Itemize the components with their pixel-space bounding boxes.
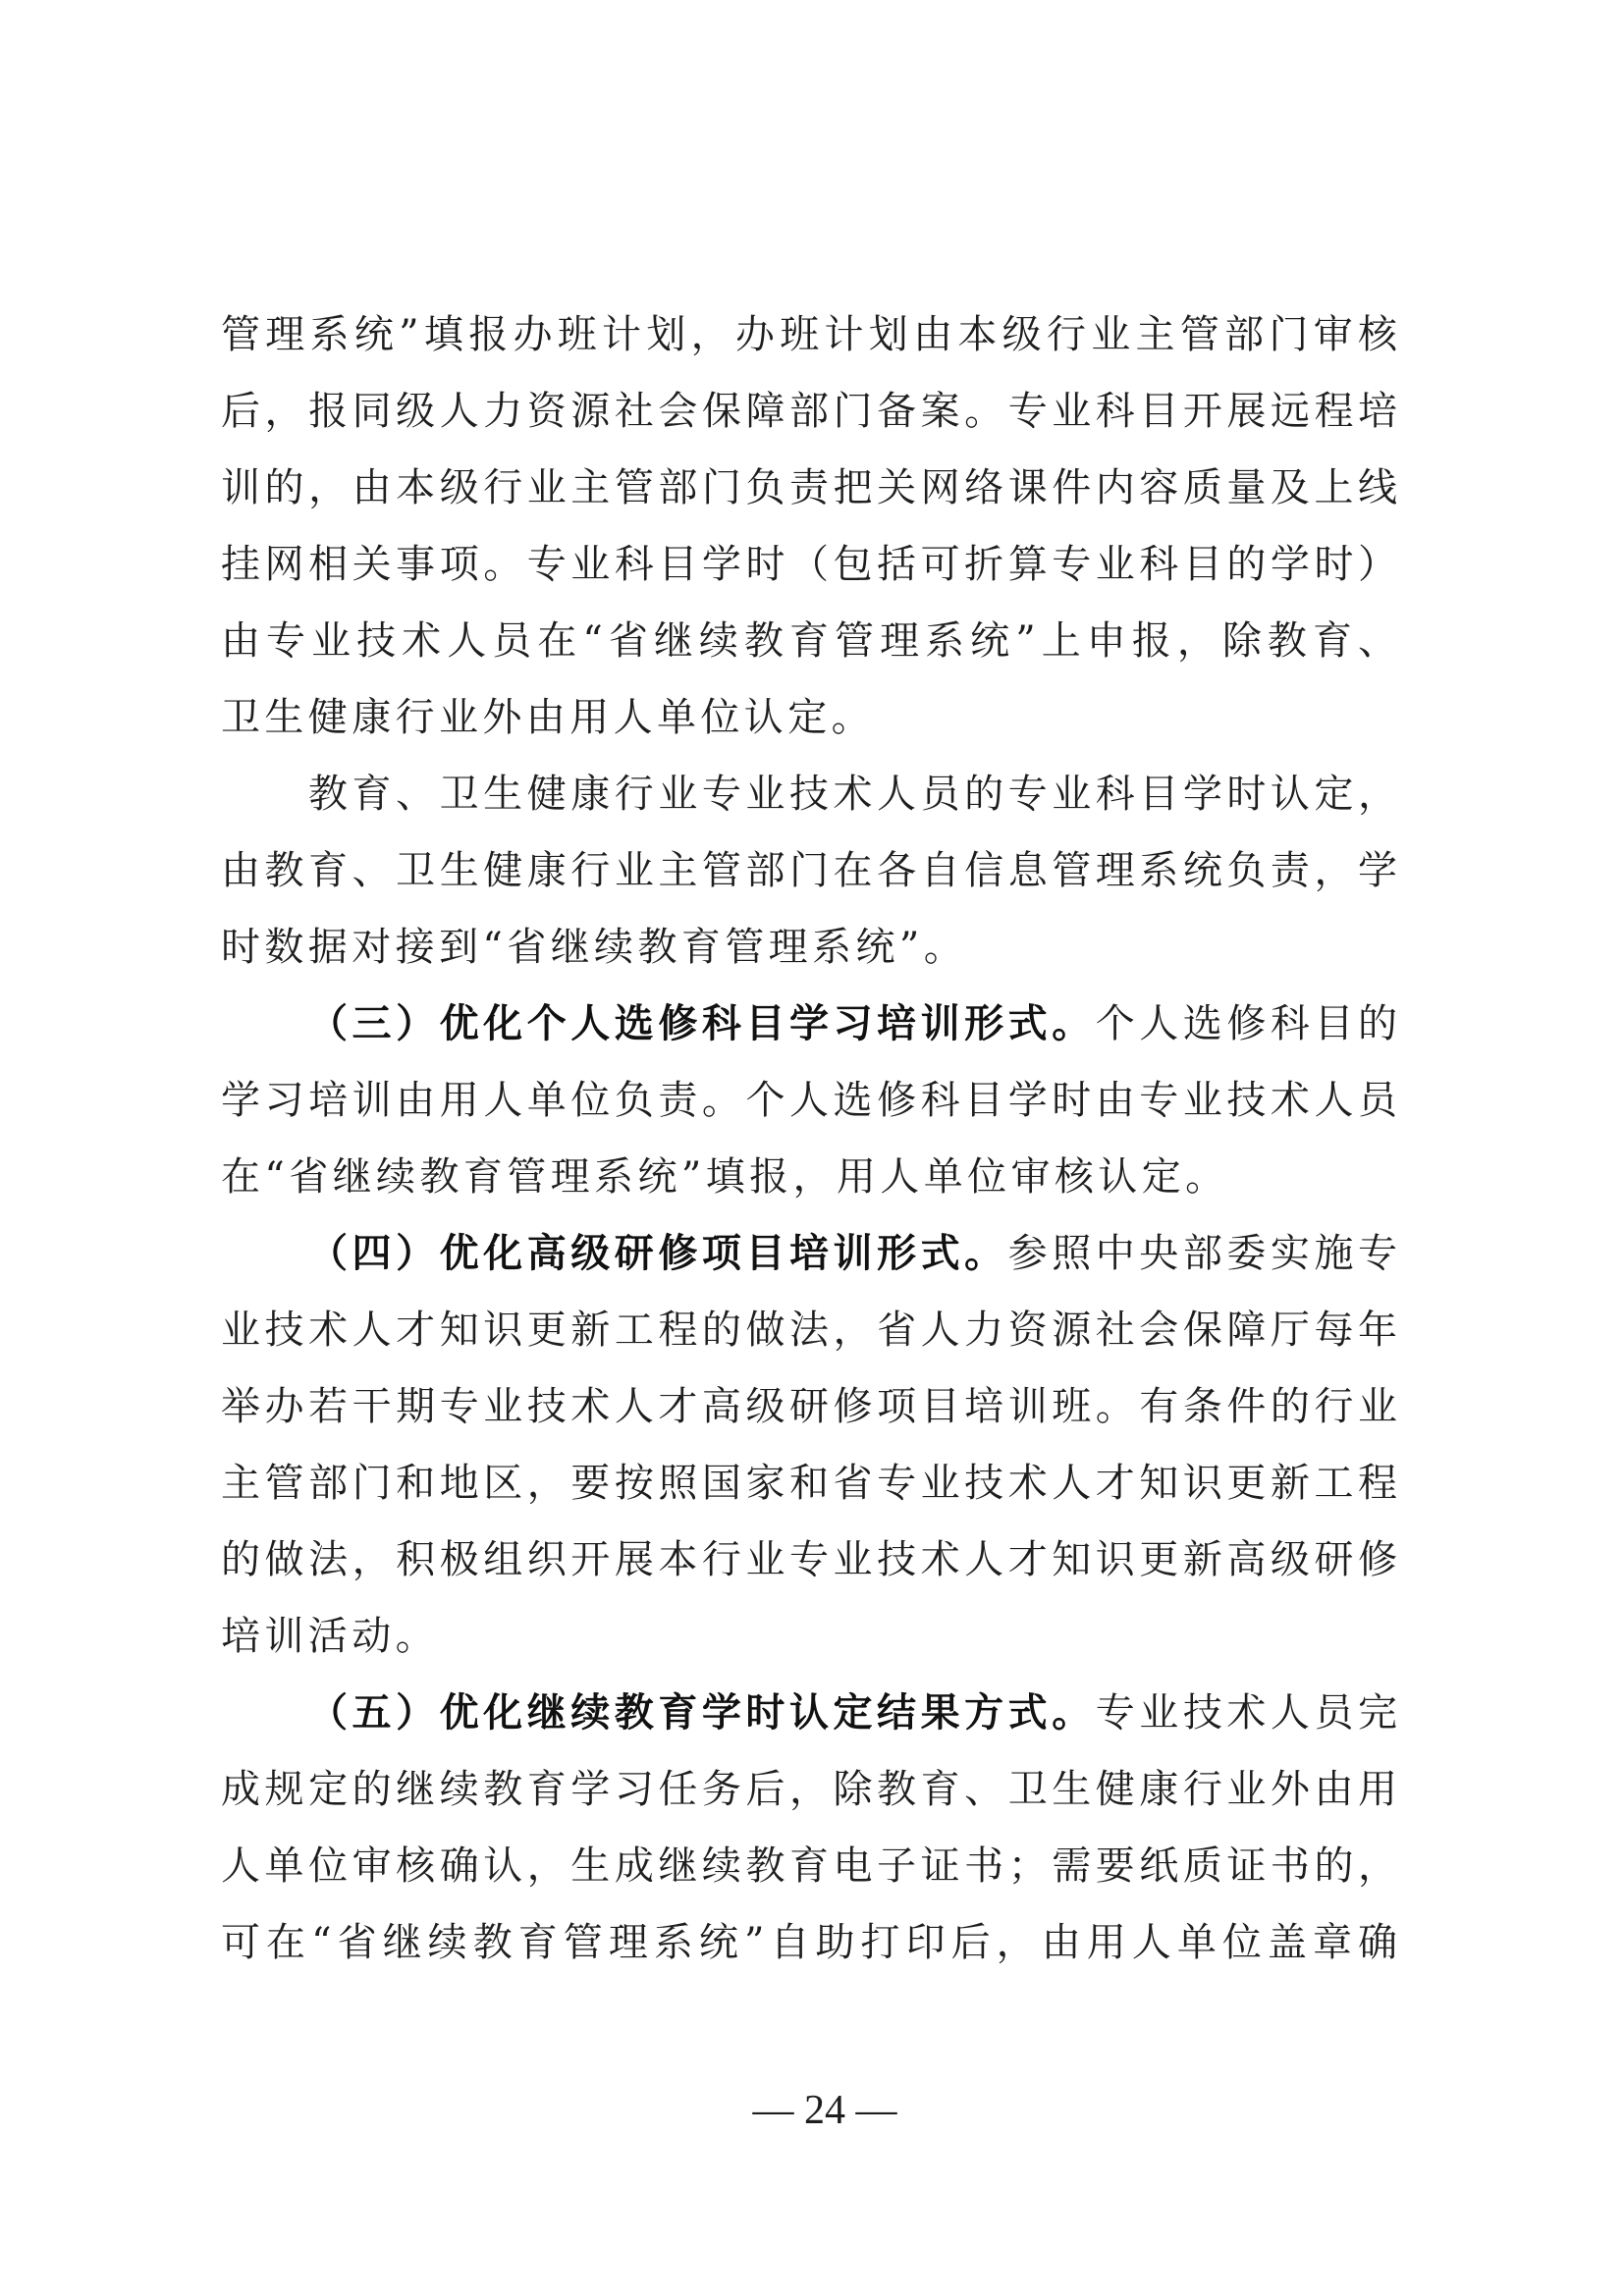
page-number: — 24 — — [752, 2088, 897, 2133]
section-heading-5: （五）优化继续教育学时认定结果方式。 — [308, 1689, 1096, 1735]
text-line: 主管部门和地区，要按照国家和省专业技术人才知识更新工程 — [221, 1461, 1399, 1506]
text-line — [221, 986, 1399, 1062]
text-line: 由教育、卫生健康行业主管部门在各自信息管理系统负责，学 — [221, 848, 1399, 893]
text-line: 成规定的继续教育学习任务后，除教育、卫生健康行业外由用 — [221, 1767, 1399, 1812]
body-text — [221, 296, 1399, 1981]
section-heading-4: （四）优化高级研修项目培训形式。 — [308, 1230, 1008, 1276]
text-line: 挂网相关事项。专业科目学时（包括可折算专业科目的学时） — [221, 542, 1399, 587]
text-line: 后，报同级人力资源社会保障部门备案。专业科目开展远程培 — [221, 389, 1399, 434]
text-run: 专业技术人员完 — [1095, 1690, 1399, 1735]
text-line — [221, 1215, 1399, 1292]
text-line: 培训活动。 — [221, 1614, 439, 1659]
text-line: 教育、卫生健康行业专业技术人员的专业科目学时认定， — [308, 772, 1399, 817]
section-heading-3: （三）优化个人选修科目学习培训形式。 — [308, 1000, 1096, 1046]
text-line: 在“省继续教育管理系统”填报，用人单位审核认定。 — [221, 1154, 1229, 1200]
text-line: 可在“省继续教育管理系统”自助打印后，由用人单位盖章确 — [221, 1920, 1399, 1965]
text-run: 参照中央部委实施专 — [1007, 1231, 1399, 1276]
text-line: 业技术人才知识更新工程的做法，省人力资源社会保障厅每年 — [221, 1308, 1399, 1353]
text-line: 管理系统”填报办班计划，办班计划由本级行业主管部门审核 — [221, 312, 1399, 357]
text-line: 时数据对接到“省继续教育管理系统”。 — [221, 925, 968, 970]
text-line: 的做法，积极组织开展本行业专业技术人才知识更新高级研修 — [221, 1537, 1399, 1582]
text-line: 卫生健康行业外由用人单位认定。 — [221, 695, 875, 740]
text-line: 由专业技术人员在“省继续教育管理系统”上申报，除教育、 — [221, 618, 1399, 664]
text-line — [221, 1675, 1399, 1751]
text-run: 个人选修科目的 — [1095, 1001, 1399, 1046]
text-line: 人单位审核确认，生成继续教育电子证书；需要纸质证书的， — [221, 1843, 1399, 1889]
text-line: 举办若干期专业技术人才高级研修项目培训班。有条件的行业 — [221, 1384, 1399, 1429]
text-line: 训的，由本级行业主管部门负责把关网络课件内容质量及上线 — [221, 465, 1399, 510]
text-line: 学习培训由用人单位负责。个人选修科目学时由专业技术人员 — [221, 1078, 1399, 1123]
